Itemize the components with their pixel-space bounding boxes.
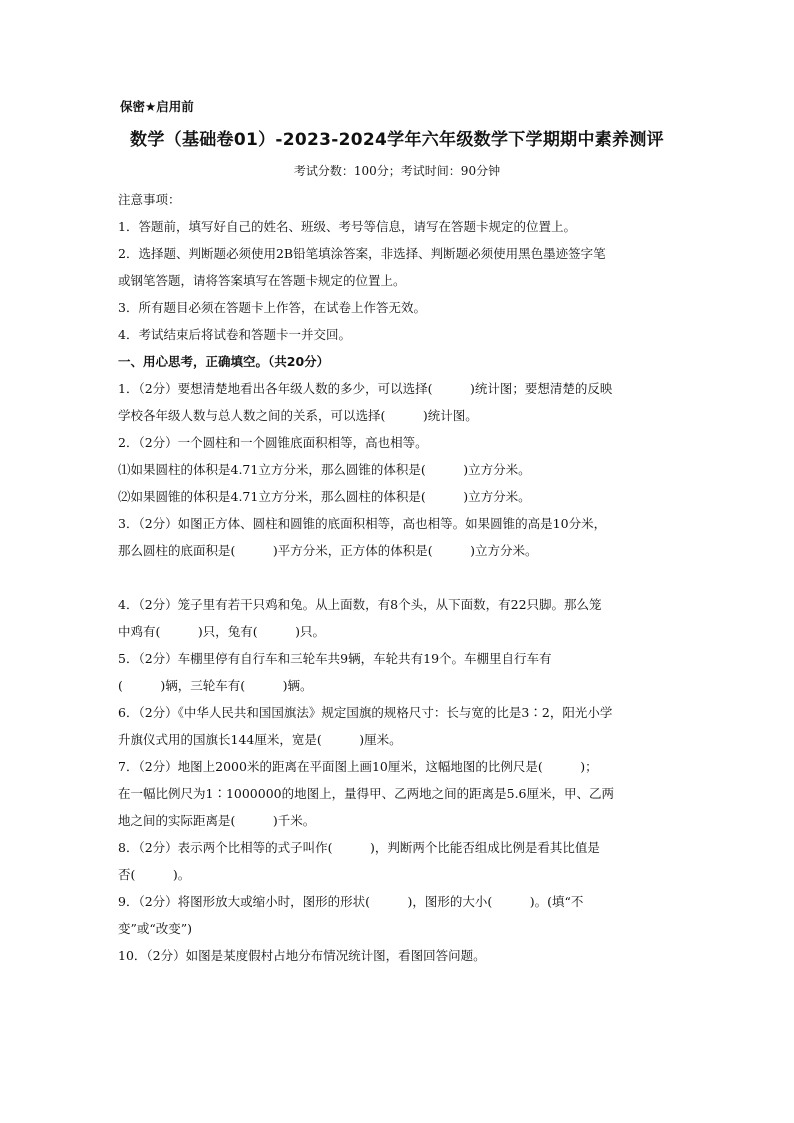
notes-label: 注意事项： — [118, 192, 181, 207]
question-line: 10．（2分）如图是某度假村占地分布情况统计图，看图回答问题。 — [118, 948, 486, 963]
exam-info: 考试分数：100分；考试时间：90分钟 — [293, 164, 501, 178]
question-line: 中鸡有( )只，兔有( )只。 — [118, 624, 326, 639]
question-line: ( )辆，三轮车有( )辆。 — [118, 678, 313, 693]
question-line: 在一幅比例尺为1∶1000000的地图上，量得甲、乙两地之间的距离是5.6厘米，甲、乙两 — [118, 786, 615, 801]
page-title: 数学（基础卷01）-2023-2024学年六年级数学下学期期中素养测评 — [130, 130, 664, 150]
note-line: 3．所有题目必须在答题卡上作答，在试卷上作答无效。 — [118, 300, 426, 315]
figure-gap — [118, 564, 683, 591]
question-line: 5．（2分）车棚里停有自行车和三轮车共9辆，车轮共有19个。车棚里自行车有 — [118, 651, 552, 666]
question-line: 7．（2分）地图上2000米的距离在平面图上画10厘米，这幅地图的比例尺是( )； — [118, 759, 598, 774]
question-line: 4．（2分）笼子里有若干只鸡和兔。从上面数，有8个头，从下面数，有22只脚。那么笼 — [118, 597, 602, 612]
section-heading: 一、用心思考，正确填空。（共20分） — [118, 354, 330, 369]
question-line: 地之间的实际距离是( )千米。 — [118, 813, 316, 828]
question-line: 那么圆柱的底面积是( )平方分米，正方体的体积是( )立方分米。 — [118, 543, 538, 558]
question-line: 9．（2分）将图形放大或缩小时，图形的形状( )，图形的大小( )。(填“不 — [118, 894, 584, 909]
question-line: ⑴如果圆柱的体积是4.71立方分米，那么圆锥的体积是( )立方分米。 — [118, 462, 531, 477]
question-line: ⑵如果圆锥的体积是4.71立方分米，那么圆柱的体积是( )立方分米。 — [118, 489, 531, 504]
confidential-mark: 保密★启用前 — [120, 99, 194, 114]
question-line: 2．（2分）一个圆柱和一个圆锥底面积相等，高也相等。 — [118, 435, 428, 450]
question-line: 否( )。 — [118, 867, 191, 882]
question-line: 3．（2分）如图正方体、圆柱和圆锥的底面积相等，高也相等。如果圆锥的高是10分米， — [118, 516, 607, 531]
note-line: 1．答题前，填写好自己的姓名、班级、考号等信息，请写在答题卡规定的位置上。 — [118, 219, 576, 234]
note-line: 2．选择题、判断题必须使用2B铅笔填涂答案，非选择、判断题必须使用黑色墨迹签字笔 — [118, 246, 606, 261]
question-line: 1．（2分）要想清楚地看出各年级人数的多少，可以选择( )统计图；要想清楚的反映 — [118, 381, 613, 396]
question-line: 升旗仪式用的国旗长144厘米，宽是( )厘米。 — [118, 732, 402, 747]
exam-body — [118, 186, 683, 969]
question-line: 学校各年级人数与总人数之间的关系，可以选择( )统计图。 — [118, 408, 478, 423]
note-line: 或钢笔答题，请将答案填写在答题卡规定的位置上。 — [118, 273, 406, 288]
note-line: 4．考试结束后将试卷和答题卡一并交回。 — [118, 327, 351, 342]
question-line: 变”或“改变”) — [118, 921, 193, 936]
question-line: 6．（2分）《中华人民共和国国旗法》规定国旗的规格尺寸：长与宽的比是3∶2，阳光小学 — [118, 705, 613, 720]
question-line: 8．（2分）表示两个比相等的式子叫作( )，判断两个比能否组成比例是看其比值是 — [118, 840, 600, 855]
